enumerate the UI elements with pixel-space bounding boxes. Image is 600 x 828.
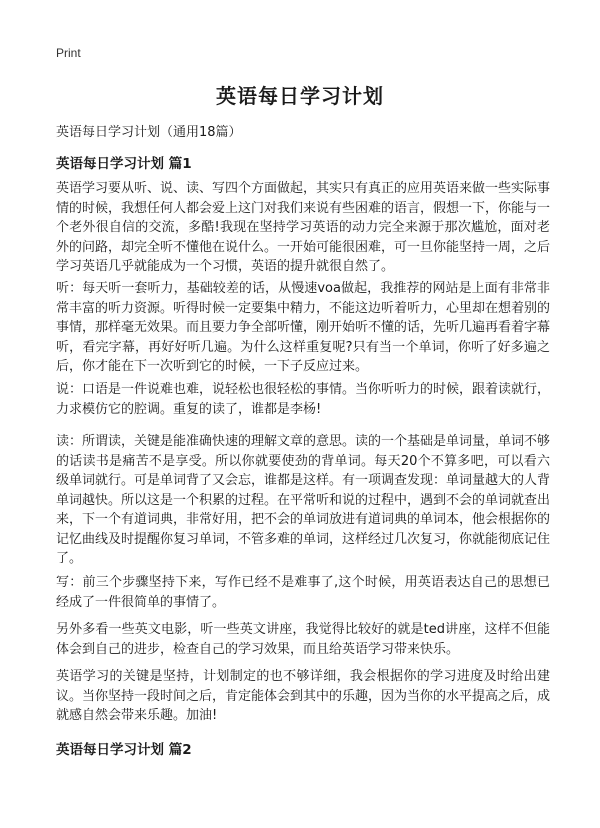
paragraph-speaking: 说：口语是一件说难也难，说轻松也很轻松的事情。当你听听力的时候，跟着读就行，力求模仿它的腔调。重复的读了，谁都是李杨!	[56, 382, 551, 417]
paragraph-extra: 另外多看一些英文电影，听一些英文讲座，我觉得比较好的就是ted讲座，这样不但能体会到自己的进步，检查自己的学习效果，而且给英语学习带来快乐。	[56, 622, 550, 657]
paragraph-conclusion: 英语学习的关键是坚持，计划制定的也不够详细，我会根据你的学习进度及时给出建议。当你坚持一段时间之后，肯定能体会到其中的乐趣，因为当你的水平提高之后，成就感自然会带来乐趣。加油!	[56, 669, 551, 723]
section-heading-1: 英语每日学习计划 篇1	[56, 156, 192, 172]
paragraph-listening: 听：每天听一套听力，基础较差的话，从慢速voa做起，我推荐的网站是上面有非常非常丰富的听力资源。听得时候一定要集中精力，不能这边听着听力，心里却在想着别的事情，那样毫无效果。而且要力争全部听懂，刚开始听不懂的话，先听几遍再看着字幕听，看完字幕，再好好听几遍。为什么这样重复呢?只有当一个单词，你听了好多遍之后，你才能在下一次听到它的时候，一下子反应过来。	[56, 281, 551, 374]
document-subtitle: 英语每日学习计划（通用18篇）	[56, 125, 242, 140]
print-link[interactable]: Print	[56, 46, 81, 60]
paragraph-writing: 写：前三个步骤坚持下来，写作已经不是难事了,这个时候，用英语表达自己的思想已经成了一件很简单的事情了。	[56, 575, 550, 610]
paragraph-intro: 英语学习要从听、说、读、写四个方面做起，其实只有真正的应用英语来做一些实际事情的时候，我想任何人都会爱上这门对我们来说有些困难的语言，假想一下，你能与一个老外很自信的交流，多酷!我现在坚持学习英语的动力完全来源于那次尴尬，面对老外的问路，却完全听不懂他在说什么。一开始可能很困难，可一旦你能坚持一周，之后学习英语几乎就能成为一个习惯，英语的提升就很自然了。	[56, 181, 551, 274]
paragraph-reading: 读：所谓读，关键是能准确快速的理解文章的意思。读的一个基础是单词量，单词不够的话读书是痛苦不是享受。所以你就要使劲的背单词。每天20个不算多吧，可以看六级单词就行。可是单词背了又会忘，谁都是这样。有一项调查发现：单词量越大的人背单词越快。所以这是一个积累的过程。在平常听和说的过程中，遇到不会的单词就查出来，下一个有道词典，非常好用，把不会的单词放进有道词典的单词本，他会根据你的记忆曲线及时提醒你复习单词，不管多难的单词，这样经过几次复习，你就能彻底记住了。	[56, 434, 551, 566]
page-title: 英语每日学习计划	[216, 84, 384, 108]
section-heading-2: 英语每日学习计划 篇2	[56, 742, 192, 758]
